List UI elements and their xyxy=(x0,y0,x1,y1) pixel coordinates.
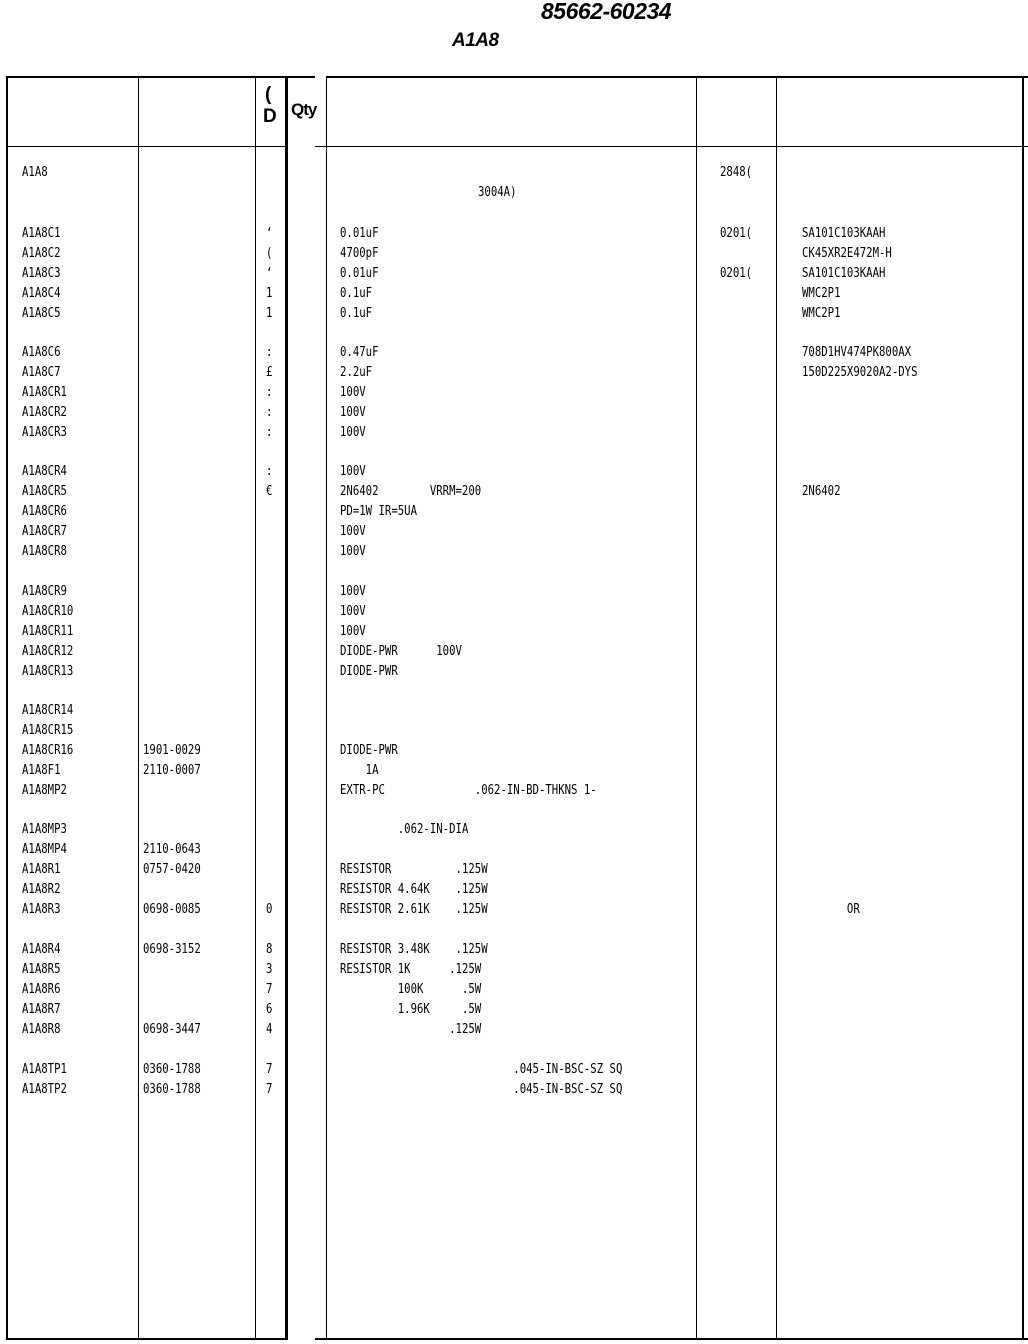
ref-designator: A1A8MP3 xyxy=(22,822,67,837)
description: 0.1uF xyxy=(340,286,373,301)
col-line-desc-mfr xyxy=(696,76,697,1340)
table-bottom-border-right xyxy=(315,1338,1028,1340)
description: .045-IN-BSC-SZ SQ xyxy=(340,1082,623,1097)
col-line-left-edge xyxy=(6,76,8,1340)
description: RESISTOR 1K .125W xyxy=(340,962,482,977)
ref-designator: A1A8R1 xyxy=(22,862,61,877)
assembly-title: A1A8 xyxy=(452,30,499,51)
table-top-border-left xyxy=(6,76,287,78)
cd-header-top: ( xyxy=(265,84,272,105)
ref-designator: A1A8CR16 xyxy=(22,743,74,758)
col-line-part-cd xyxy=(255,76,256,1340)
ref-designator: A1A8CR15 xyxy=(22,723,74,738)
table-bottom-border-left xyxy=(6,1338,287,1340)
ref-designator: A1A8R5 xyxy=(22,962,61,977)
description: 100V xyxy=(340,544,366,559)
col-line-mfr-mfrpn xyxy=(776,76,777,1340)
ref-designator: A1A8C5 xyxy=(22,306,61,321)
qty-header: Qty xyxy=(291,100,317,119)
ref-designator: A1A8CR5 xyxy=(22,484,67,499)
part-number: 0360-1788 xyxy=(143,1082,201,1097)
check-digit: 4 xyxy=(266,1022,273,1037)
check-digit: : xyxy=(266,405,273,420)
ref-designator: A1A8C3 xyxy=(22,266,61,281)
check-digit: 3 xyxy=(266,962,273,977)
col-line-ref-part xyxy=(138,76,139,1340)
part-number: 1901-0029 xyxy=(143,743,201,758)
check-digit: 7 xyxy=(266,982,273,997)
description: PD=1W IR=5UA xyxy=(340,504,418,519)
part-number-title: 85662-60234 xyxy=(541,0,672,24)
ref-designator: A1A8TP1 xyxy=(22,1062,67,1077)
mfr-part-number: WMC2P1 xyxy=(802,306,841,321)
description: 0.01uF xyxy=(340,266,379,281)
check-digit: 7 xyxy=(266,1082,273,1097)
check-digit: : xyxy=(266,385,273,400)
ref-designator: A1A8CR2 xyxy=(22,405,67,420)
ref-designator: A1A8 xyxy=(22,165,48,180)
table-top-border-tab xyxy=(287,76,315,78)
ref-designator: A1A8C1 xyxy=(22,226,61,241)
part-number: 0757-0420 xyxy=(143,862,201,877)
part-number: 2110-0643 xyxy=(143,842,201,857)
table-header-divider-left xyxy=(6,146,287,147)
mfr-part-number: SA101C103KAAH xyxy=(802,266,886,281)
mfr-part-number: 150D225X9020A2-DYS xyxy=(802,365,918,380)
ref-designator: A1A8R2 xyxy=(22,882,61,897)
check-digit: 7 xyxy=(266,1062,273,1077)
check-digit: : xyxy=(266,425,273,440)
ref-designator: A1A8F1 xyxy=(22,763,61,778)
check-digit: £ xyxy=(266,365,273,380)
ref-designator: A1A8C4 xyxy=(22,286,61,301)
ref-designator: A1A8CR14 xyxy=(22,703,74,718)
description: 2N6402 VRRM=200 xyxy=(340,484,482,499)
description: RESISTOR 2.61K .125W xyxy=(340,902,488,917)
ref-designator: A1A8MP4 xyxy=(22,842,67,857)
description: DIODE-PWR xyxy=(340,743,398,758)
mfr-code: 0201( xyxy=(720,226,753,241)
ref-designator: A1A8CR13 xyxy=(22,664,74,679)
ref-designator: A1A8R3 xyxy=(22,902,61,917)
ref-designator: A1A8CR12 xyxy=(22,644,74,659)
check-digit: : xyxy=(266,345,273,360)
ref-designator: A1A8CR10 xyxy=(22,604,74,619)
description: 100V xyxy=(340,425,366,440)
ref-designator: A1A8CR8 xyxy=(22,544,67,559)
ref-designator: A1A8CR3 xyxy=(22,425,67,440)
description: 0.1uF xyxy=(340,306,373,321)
mfr-part-number: OR xyxy=(802,902,860,917)
mfr-part-number: 2N6402 xyxy=(802,484,841,499)
check-digit: 6 xyxy=(266,1002,273,1017)
description-continued: 3004A) xyxy=(478,185,517,200)
description: 100K .5W xyxy=(340,982,482,997)
cd-header-bottom: D xyxy=(263,106,277,127)
description: RESISTOR 3.48K .125W xyxy=(340,942,488,957)
mfr-part-number: CK45XR2E472M-H xyxy=(802,246,892,261)
description: EXTR-PC .062-IN-BD-THKNS 1- xyxy=(340,783,597,798)
table-top-border-right xyxy=(326,76,1028,78)
ref-designator: A1A8CR1 xyxy=(22,385,67,400)
check-digit: 1 xyxy=(266,306,273,321)
ref-designator: A1A8R7 xyxy=(22,1002,61,1017)
ref-designator: A1A8CR9 xyxy=(22,584,67,599)
check-digit: : xyxy=(266,464,273,479)
mfr-part-number: SA101C103KAAH xyxy=(802,226,886,241)
mfr-code: 0201( xyxy=(720,266,753,281)
ref-designator: A1A8TP2 xyxy=(22,1082,67,1097)
description: 0.01uF xyxy=(340,226,379,241)
check-digit: ‘ xyxy=(266,266,273,281)
description: 100V xyxy=(340,464,366,479)
description: 100V xyxy=(340,405,366,420)
description: 100V xyxy=(340,584,366,599)
description: 1.96K .5W xyxy=(340,1002,482,1017)
ref-designator: A1A8R8 xyxy=(22,1022,61,1037)
ref-designator: A1A8R6 xyxy=(22,982,61,997)
check-digit: ‘ xyxy=(266,226,273,241)
col-line-qty-desc xyxy=(326,76,327,1340)
part-number: 2110-0007 xyxy=(143,763,201,778)
description: 2.2uF xyxy=(340,365,373,380)
mfr-part-number: WMC2P1 xyxy=(802,286,841,301)
ref-designator: A1A8C2 xyxy=(22,246,61,261)
check-digit: € xyxy=(266,484,273,499)
ref-designator: A1A8C6 xyxy=(22,345,61,360)
description: DIODE-PWR xyxy=(340,664,398,679)
ref-designator: A1A8C7 xyxy=(22,365,61,380)
description: 4700pF xyxy=(340,246,379,261)
ref-designator: A1A8CR11 xyxy=(22,624,74,639)
ref-designator: A1A8CR4 xyxy=(22,464,67,479)
check-digit: 0 xyxy=(266,902,273,917)
col-line-cd-qty xyxy=(285,76,288,1340)
check-digit: 8 xyxy=(266,942,273,957)
ref-designator: A1A8CR7 xyxy=(22,524,67,539)
description: RESISTOR 4.64K .125W xyxy=(340,882,488,897)
description: .125W xyxy=(340,1022,482,1037)
part-number: 0698-0085 xyxy=(143,902,201,917)
description: 100V xyxy=(340,604,366,619)
part-number: 0698-3152 xyxy=(143,942,201,957)
description: 1A xyxy=(340,763,379,778)
check-digit: 1 xyxy=(266,286,273,301)
col-line-right-edge xyxy=(1022,76,1024,1340)
description: .045-IN-BSC-SZ SQ xyxy=(340,1062,623,1077)
description: 100V xyxy=(340,385,366,400)
mfr-part-number: 708D1HV474PK800AX xyxy=(802,345,912,360)
mfr-code: 2848( xyxy=(720,165,753,180)
part-number: 0360-1788 xyxy=(143,1062,201,1077)
description: .062-IN-DIA xyxy=(340,822,469,837)
description: RESISTOR .125W xyxy=(340,862,488,877)
ref-designator: A1A8R4 xyxy=(22,942,61,957)
table-header-divider-right xyxy=(315,146,1028,147)
description: 0.47uF xyxy=(340,345,379,360)
part-number: 0698-3447 xyxy=(143,1022,201,1037)
description: 100V xyxy=(340,524,366,539)
description: DIODE-PWR 100V xyxy=(340,644,462,659)
ref-designator: A1A8MP2 xyxy=(22,783,67,798)
check-digit: ( xyxy=(266,246,273,261)
ref-designator: A1A8CR6 xyxy=(22,504,67,519)
description: 100V xyxy=(340,624,366,639)
